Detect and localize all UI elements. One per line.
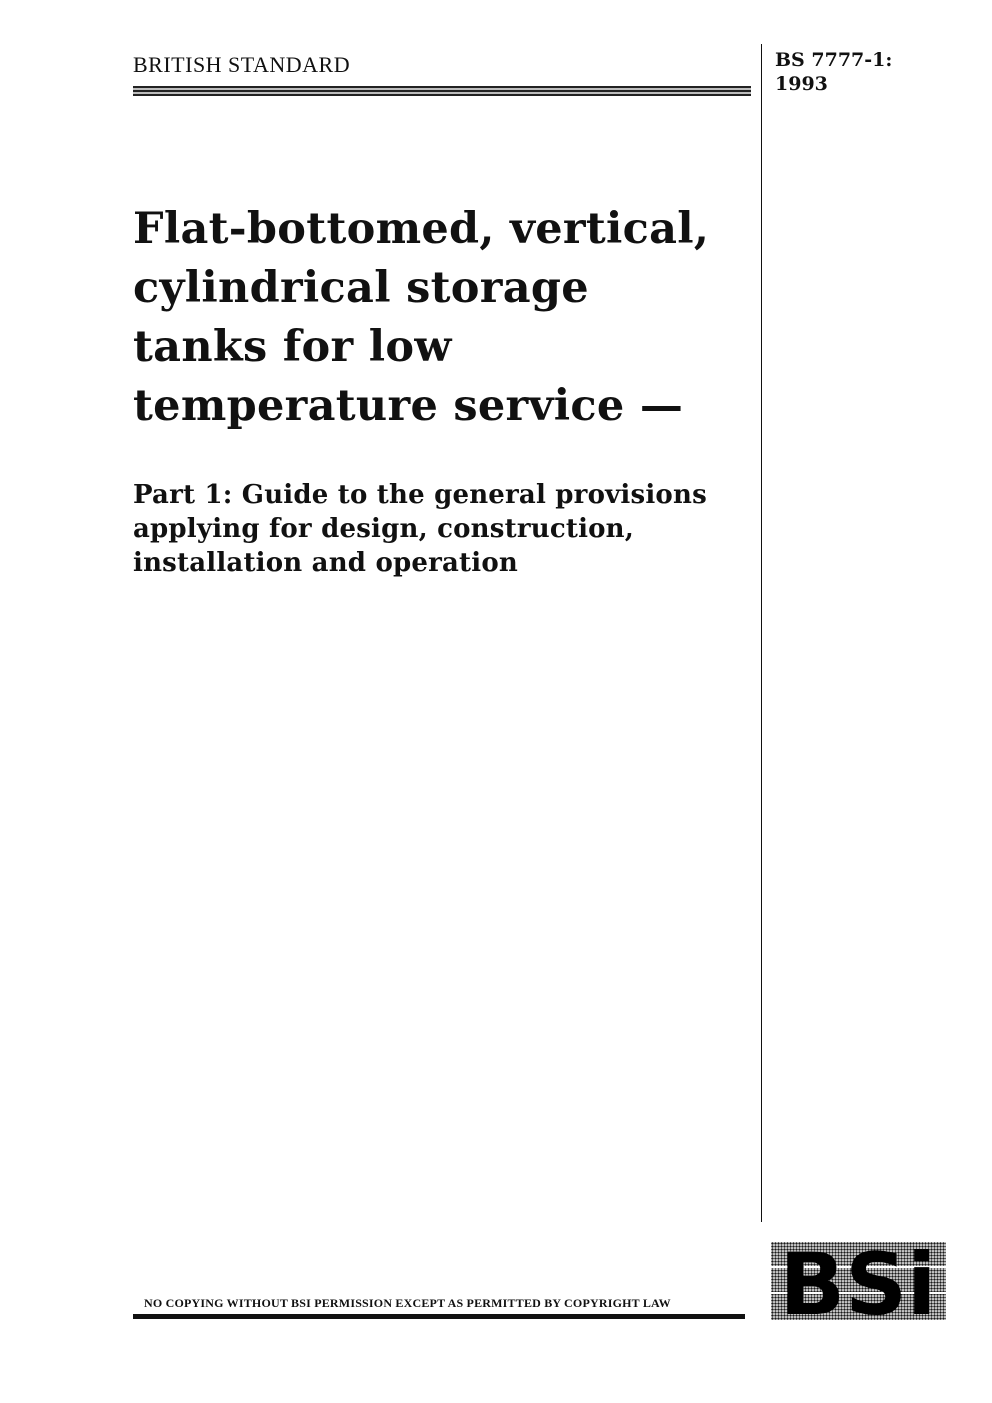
- vertical-divider: [761, 44, 762, 1222]
- title-line: Flat-bottomed, vertical,: [133, 204, 710, 254]
- copyright-notice: NO COPYING WITHOUT BSI PERMISSION EXCEPT AS PERMITTED BY COPYRIGHT LAW: [144, 1296, 671, 1310]
- title-line: cylindrical storage: [133, 263, 589, 313]
- header-rule: [133, 86, 751, 96]
- subtitle-line: Part 1: Guide to the general provisions: [133, 480, 707, 510]
- document-number: [775, 48, 892, 96]
- footer-rule: [133, 1314, 745, 1319]
- title-line: tanks for low: [133, 322, 452, 372]
- document-number-line-2: 1993: [775, 73, 828, 95]
- title-line: temperature service —: [133, 381, 684, 431]
- bsi-logo: [771, 1242, 946, 1320]
- document-number-line-1: BS 7777-1:: [775, 49, 893, 71]
- document-subtitle: [133, 478, 753, 580]
- bsi-logo-text: BSi: [779, 1242, 937, 1320]
- document-title: [133, 200, 753, 436]
- subtitle-line: applying for design, construction,: [133, 514, 635, 544]
- standard-type-label: BRITISH STANDARD: [133, 52, 351, 77]
- subtitle-line: installation and operation: [133, 548, 518, 578]
